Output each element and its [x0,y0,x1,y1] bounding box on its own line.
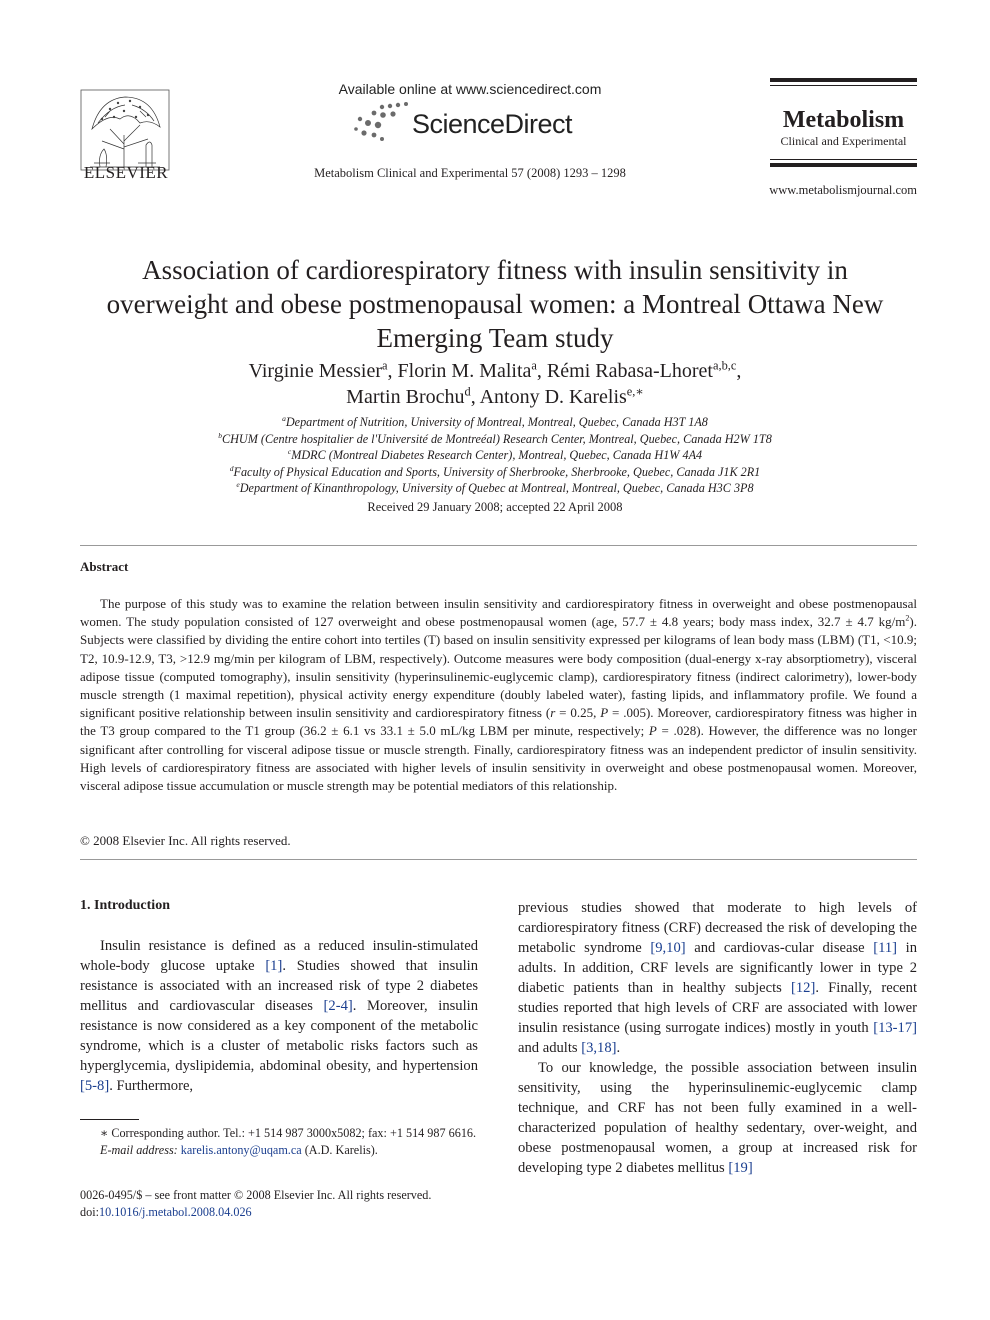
abstract-segment: = .005). Moreover, cardiorespiratory fitness was higher in the T3 group compared to the T1 group (36.2 ± 6.1 vs 33.1 ± 5.0 mL/kg LBM per minute, respectively; [80,705,918,739]
abstract-heading: Abstract [80,559,129,574]
affil-text: Department of Kinanthropology, University of Quebec at Montreal, Montreal, Quebec, Canada H3C 3P8 [239,481,754,496]
abstract-segment: ). Subjects were classified by dividing the entire cohort into tertiles (T) based on insulin sensitivity expressed per kilograms of lean body mass (LBM) (T1, <10.9; T2, 10.9-12.9, T3, >12.9 mg/min per kilogram of LBM, respectively). Outcome measures were body composition (dual-energy x-ray absorptiometry), visceral adipose tissue (computed tomography), insulin sensitivity (hyperinsulinemic-euglycemic clamp), cardiorespiratory fitness (indirect calorimetry), lower-body muscle strength (1 maximal repetition), physical activity energy expenditure (doubly labeled water), fasting lipids, and inflammatory profile. We found a significant positive relationship between insulin sensitivity and cardiorespiratory fitness ( [80,614,917,721]
citation-link[interactable]: [13-17] [873,1020,917,1036]
author-affil-marker: a [382,358,388,373]
abstract-italic: r [550,705,556,721]
author-separator: , [736,360,742,382]
citation-link[interactable]: [2-4] [323,998,353,1014]
author-name[interactable]: Rémi Rabasa-Lhoret [546,360,713,382]
abstract-segment: The purpose of this study was to examine the relation between insulin sensitivity and cardiorespiratory fitness in overweight and obese postmenopausal women. The study population consisted of 127 overweight and obese postmenopausal women (age, 57.7 ± 4.8 years; body mass index, 32.7 ± 4.7 kg/m [80,596,917,630]
footnote-rule [80,1119,139,1120]
email-suffix: (A.D. Karelis). [301,1142,378,1157]
section-heading: 1. Introduction [80,898,170,913]
email-link[interactable]: karelis.antony@uqam.ca [180,1142,302,1157]
author-name[interactable]: Antony D. Karelis [479,386,627,408]
doi-link[interactable]: 10.1016/j.metabol.2008.04.026 [98,1204,252,1219]
abstract-italic: P [600,705,609,721]
author-affil-marker: a,b,c [712,358,737,373]
journal-subtitle: Clinical and Experimental [780,134,907,148]
journal-url[interactable]: www.metabolismjournal.com [769,183,917,197]
affil-marker: c [287,447,292,457]
body-text: previous studies showed that moderate to high levels of cardiorespiratory fitness (CRF) decreased the risk of developing the metabolic syndrome [518,900,917,956]
affil-text: CHUM (Centre hospitalier de l'Université de Montreéal) Research Center, Montreal, Quebec, Canada H2W 1T8 [221,431,772,446]
author-affil-marker: d [464,384,471,399]
divider [80,859,917,860]
affiliation-item [90,447,900,464]
citation-link[interactable]: [9,10] [650,940,686,956]
paragraph [518,1058,917,1178]
affil-text: Department of Nutrition, University of Montreal, Montreal, Quebec, Canada H3T 1A8 [285,415,708,429]
abstract-superscript: 2 [905,613,910,623]
author-separator: , [536,360,547,382]
affil-marker: d [229,463,234,473]
author-affil-marker: e,∗ [626,384,644,399]
footnotes [80,1125,478,1158]
citation-link[interactable]: [12] [791,980,816,996]
right-column [518,898,917,1178]
affil-marker: a [282,413,286,423]
affiliation-list [90,414,900,497]
citation-link[interactable]: [11] [873,940,898,956]
masthead-rule-bottom [770,163,917,167]
journal-name: Metabolism [782,107,905,133]
citation-link[interactable]: [5-8] [80,1078,110,1094]
doi-label: doi: [80,1204,99,1219]
affil-text: Faculty of Physical Education and Sports, University of Sherbrooke, Sherbrooke, Quebec, Canada J1K 2R1 [233,464,761,479]
front-matter [80,1187,500,1220]
abstract-segment: = .028). However, the difference was no longer significant after controlling for visceral adipose tissue or muscle strength. Finally, cardiorespiratory fitness was an independent predictor of insulin sensitivity. High levels of cardiorespiratory fitness are associated with higher levels of insulin sensitivity in overweight and obese postmenopausal women. Moreover, visceral adipose tissue accumulation or muscle strength may be potential mediators of this relationship. [80,723,918,794]
left-column [80,936,478,1096]
body-text: and cardiovas-cular disease [685,940,874,956]
body-text: . Moreover, insulin resistance is now considered as a key component of the metabolic syndrome, which is a cluster of metabolic risks factors such as hyperglycemia, dyslipidemia, abdominal obesity, and hypertension [80,998,478,1074]
abstract-text [80,595,917,795]
issn-line: 0026-0495/$ – see front matter © 2008 Elsevier Inc. All rights reserved. [80,1188,432,1202]
sciencedirect-wordmark: ScienceDirect [412,109,573,139]
copyright-notice: © 2008 Elsevier Inc. All rights reserved. [80,833,291,848]
author-separator: , [387,360,398,382]
paragraph [518,898,917,1058]
citation-link[interactable]: [3,18] [581,1040,617,1056]
journal-citation: Metabolism Clinical and Experimental 57 (2008) 1293 – 1298 [314,166,626,180]
author-name[interactable]: Florin M. Malita [397,360,532,382]
masthead-rule-top [770,78,917,82]
divider [80,545,917,546]
author-separator: , [470,386,480,408]
article-title: Association of cardiorespiratory fitness with insulin sensitivity in overweight and obese postmenopausal women: a Montreal Ottawa New Emerging Team study [106,255,884,353]
body-text: and adults [518,1040,582,1056]
publisher-name: ELSEVIER [83,163,169,182]
journal-masthead [770,78,917,167]
available-online-text[interactable]: Available online at www.sciencedirect.com [338,81,602,97]
affiliation-item [90,464,900,481]
citation-link[interactable]: [1] [265,958,283,974]
abstract-italic: P [648,723,657,739]
email-label: E-mail address: [100,1142,178,1157]
body-text: . Studies showed that insulin resistance is associated with an increased risk of type 2 diabetes mellitus and cardiovascular diseases [80,958,478,1014]
body-text: To our knowledge, the possible association between insulin sensitivity, using the hyperinsulinemic-euglycemic clamp technique, and CRF has not been fully examined in a well-characterized population of healthy sedentary, over-weight, and obese postmenopausal women, a group at increased risk for developing type 2 diabetes mellitus [518,1060,917,1176]
affiliation-item [90,414,900,431]
received-dates: Received 29 January 2008; accepted 22 April 2008 [367,500,623,514]
sciencedirect-logo[interactable] [352,101,592,145]
affil-text: MDRC (Montreal Diabetes Research Center), Montreal, Quebec, Canada H1W 4A4 [291,448,703,463]
affiliation-item [90,431,900,448]
affil-marker: e [236,480,240,490]
affiliation-item [90,480,900,497]
sciencedirect-dots-icon [352,101,412,145]
body-text: in adults. In addition, CRF levels are significantly lower in type 2 diabetic patients than in healthy subjects [518,940,918,996]
body-text: . Finally, recent studies reported that high levels of CRF are associated with lower insulin resistance (using surrogate indices) mostly in youth [518,980,918,1036]
citation-link[interactable]: [19] [728,1160,753,1176]
email-note [80,1142,478,1159]
corresponding-author-note: ∗ Corresponding author. Tel.: +1 514 987 3000x5082; fax: +1 514 987 6616. [100,1126,477,1140]
abstract-segment: = 0.25, [555,705,601,721]
body-text: Insulin resistance is defined as a reduced insulin-stimulated whole-body glucose uptake [80,938,478,974]
author-name[interactable]: Martin Brochu [346,386,465,408]
doi-line [80,1204,500,1221]
author-affil-marker: a [531,358,537,373]
body-text: . [616,1040,621,1056]
body-text: . Furthermore, [109,1078,194,1094]
masthead-rule-top-thin [770,85,917,86]
affil-marker: b [218,430,222,440]
author-list [90,358,900,410]
author-name[interactable]: Virginie Messier [248,360,383,382]
masthead-rule-bottom-thin [770,159,917,160]
